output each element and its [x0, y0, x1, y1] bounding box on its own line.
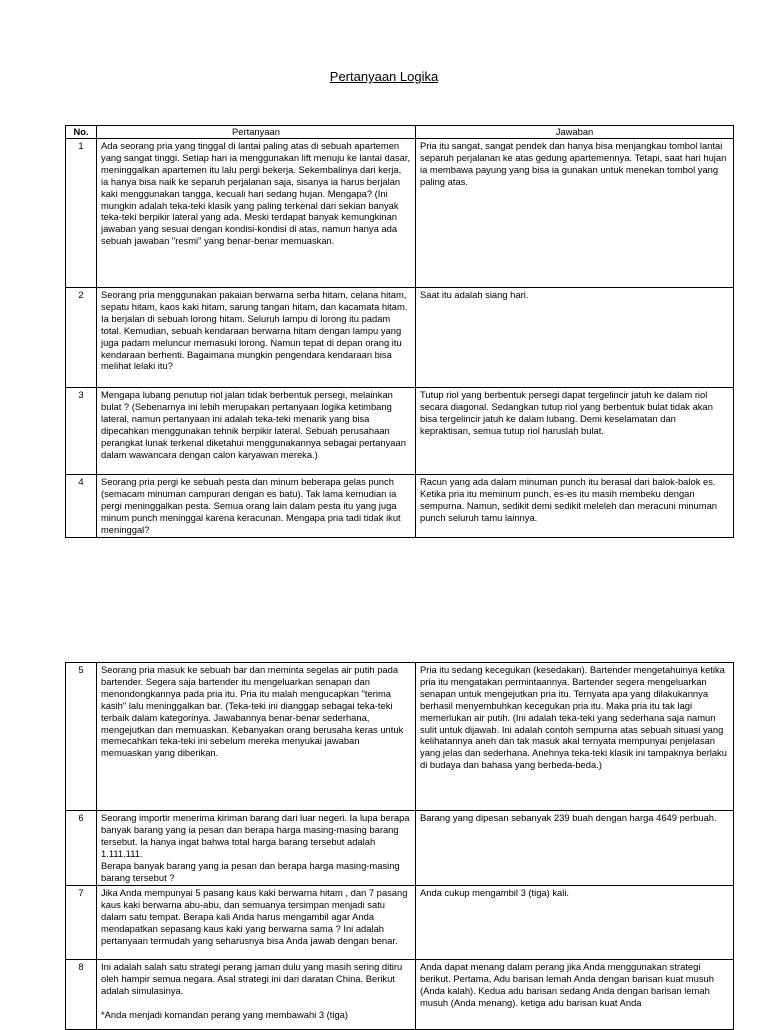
logic-questions-table-continued	[65, 662, 734, 1030]
answer-cell: Anda dapat menang dalam perang jika Anda menggunakan strategi berikut. Pertama, Adu barisan lemah Anda dengan barisan kuat musuh (Anda kalah). Kedua adu barisan sedang Anda dengan barisan lemah musuh (Anda menang). ketiga adu barisan kuat Anda	[416, 960, 734, 1030]
answer-cell: Racun yang ada dalam minuman punch itu berasal dari balok-balok es. Ketika pria itu meminum punch, es-es itu masih membeku dengan sempurna. Namun, sedikit demi sedikit meleleh dan meracuni minuman punch seluruh tamu lainnya.	[416, 475, 734, 538]
answer-cell: Saat itu adalah siang hari.	[416, 288, 734, 388]
table-row	[66, 811, 734, 886]
table-row	[66, 288, 734, 388]
table-row	[66, 388, 734, 475]
page-title: Pertanyaan Logika	[329, 69, 439, 84]
row-number: 4	[66, 475, 97, 538]
row-number: 3	[66, 388, 97, 475]
answer-cell: Anda cukup mengambil 3 (tiga) kali.	[416, 886, 734, 960]
question-cell: Ini adalah salah satu strategi perang jaman dulu yang masih sering ditiru oleh hampir semua negara. Asal strategi ini dari daratan China. Berikut adalah simulasinya. *Anda menjadi komandan perang yang membawahi 3 (tiga)	[97, 960, 416, 1030]
row-number: 8	[66, 960, 97, 1030]
table-row	[66, 886, 734, 960]
table-row	[66, 139, 734, 288]
header-no: No.	[66, 126, 97, 139]
row-number: 2	[66, 288, 97, 388]
question-cell: Ada seorang pria yang tinggal di lantai paling atas di sebuah apartemen yang sangat tinggi. Setiap hari ia menggunakan lift menuju ke lantai dasar, meninggalkan apartemen itu lalu pergi bekerja. Sekembalinya dari kerja, ia hanya bisa naik ke separuh perjalanan saja, sisanya ia harus berjalan kaki menggunakan tangga, kecuali hari sedang hujan. Mengapa? (Ini mungkin adalah teka-teki klasik yang paling terkenal dari sekian banyak teka-teki berpikir lateral yang ada. Meski terdapat banyak kemungkinan jawaban yang sesuai dengan kondisi-kondisi di atas, namun hanya ada sebuah jawaban "resmi" yang benar-benar memuaskan.	[97, 139, 416, 288]
question-cell: Seorang importir menerima kiriman barang dari luar negeri. Ia lupa berapa banyak barang yang ia pesan dan berapa harga masing-masing barang tersebut. Ia hanya ingat bahwa total harga barang tersebut adalah 1.111.111. Berapa banyak barang yang ia pesan dan berapa harga masing-masing barang tersebut ?	[97, 811, 416, 886]
header-question: Pertanyaan	[97, 126, 416, 139]
row-number: 5	[66, 663, 97, 811]
answer-cell: Barang yang dipesan sebanyak 239 buah dengan harga 4649 perbuah.	[416, 811, 734, 886]
answer-cell: Pria itu sedang kecegukan (kesedakan). Bartender mengetahuinya ketika pria itu mengatakan permintaannya. Bartender segera mengeluarkan senapan untuk mengejutkan pria itu. Ternyata apa yang dilakukannya berhasil menyembuhkan kecegukan pria itu. Maka pria itu tak lagi memerlukan air putih. (Ini adalah teka-teki yang sederhana saja namun sulit untuk dijawab. Ini adalah contoh sempurna atas sebuah situasi yang kelihatannya aneh dan tak masuk akal ternyata mempunyai penjelasan yang jelas dan sederhana. Anehnya teka-teki klasik ini tampaknya berlaku di budaya dan bahasa yang berbeda-beda.)	[416, 663, 734, 811]
question-cell: Seorang pria menggunakan pakaian berwarna serba hitam, celana hitam, sepatu hitam, kaos kaki hitam, sarung tangan hitam, dan kacamata hitam. Ia berjalan di sebuah lorong hitam. Seluruh lampu di lorong itu padam total. Kemudian, sebuah kendaraan berwarna hitam dengan lampu yang juga padam meluncur memasuki lorong. Namun tepat di depan orang itu kendaraan berhenti. Bagaimana mungkin pengendara kendaraan bisa melihat lelaki itu?	[97, 288, 416, 388]
row-number: 6	[66, 811, 97, 886]
logic-questions-table	[65, 125, 734, 538]
question-cell: Mengapa lubang penutup riol jalan tidak berbentuk persegi, melainkan bulat ? (Sebenarnya ini lebih merupakan pertanyaan logika ketimbang lateral, namun pertanyaan ini adalah teka-teki menarik yang bisa dipecahkan menggunakan tehnik berpikir lateral. Sebuah perusahaan perangkat lunak terkenal diketahui menggunakannya sebagai pertanyaan dalam wawancara dengan calon karyawan mereka.)	[97, 388, 416, 475]
table-row	[66, 960, 734, 1030]
answer-cell: Tutup riol yang berbentuk persegi dapat tergelincir jatuh ke dalam riol secara diagonal. Sedangkan tutup riol yang berbentuk bulat tidak akan bisa tergelincir jatuh ke dalam lubang. Demi keselamatan dan kepraktisan, semua tutup riol haruslah bulat.	[416, 388, 734, 475]
table-row	[66, 475, 734, 538]
answer-cell: Pria itu sangat, sangat pendek dan hanya bisa menjangkau tombol lantai separuh perjalanan ke atas gedung apartemennya. Tetapi, saat hari hujan ia membawa payung yang bisa ia gunakan untuk menekan tombol yang paling atas.	[416, 139, 734, 288]
row-number: 1	[66, 139, 97, 288]
question-cell: Jika Anda mempunyai 5 pasang kaus kaki berwarna hitam , dan 7 pasang kaus kaki berwarna abu-abu, dan semuanya tersimpan menjadi satu dalam satu tempat. Berapa kali Anda harus mengambil agar Anda mendapatkan sepasang kaus kaki yang berwarna sama ? Ini adalah pertanyaan termudah yang seharusnya bisa Anda jawab dengan benar.	[97, 886, 416, 960]
question-cell: Seorang pria pergi ke sebuah pesta dan minum beberapa gelas punch (semacam minuman campuran dengan es batu). Tak lama kemudian ia pergi meninggalkan pesta. Semua orang lain dalam pesta itu yang juga minum punch meninggal karena keracunan. Mengapa pria tadi tidak ikut meninggal?	[97, 475, 416, 538]
question-cell: Seorang pria masuk ke sebuah bar dan meminta segelas air putih pada bartender. Segera saja bartender itu mengeluarkan senapan dan menondongkannya pada pria itu. Pria itu malah mengucapkan "terima kasih" lalu meninggalkan bar. (Teka-teki ini dianggap sebagai teka-teki terbaik dalam kategorinya. Jawabannya benar-benar sederhana, mengejutkan dan memuaskan. Kebanyakan orang berusaha keras untuk memecahkan teka-teki ini sebelum mereka menyukai jawaban memuaskan yang diberikan.	[97, 663, 416, 811]
table-header-row	[66, 126, 734, 139]
row-number: 7	[66, 886, 97, 960]
table-row	[66, 663, 734, 811]
header-answer: Jawaban	[416, 126, 734, 139]
